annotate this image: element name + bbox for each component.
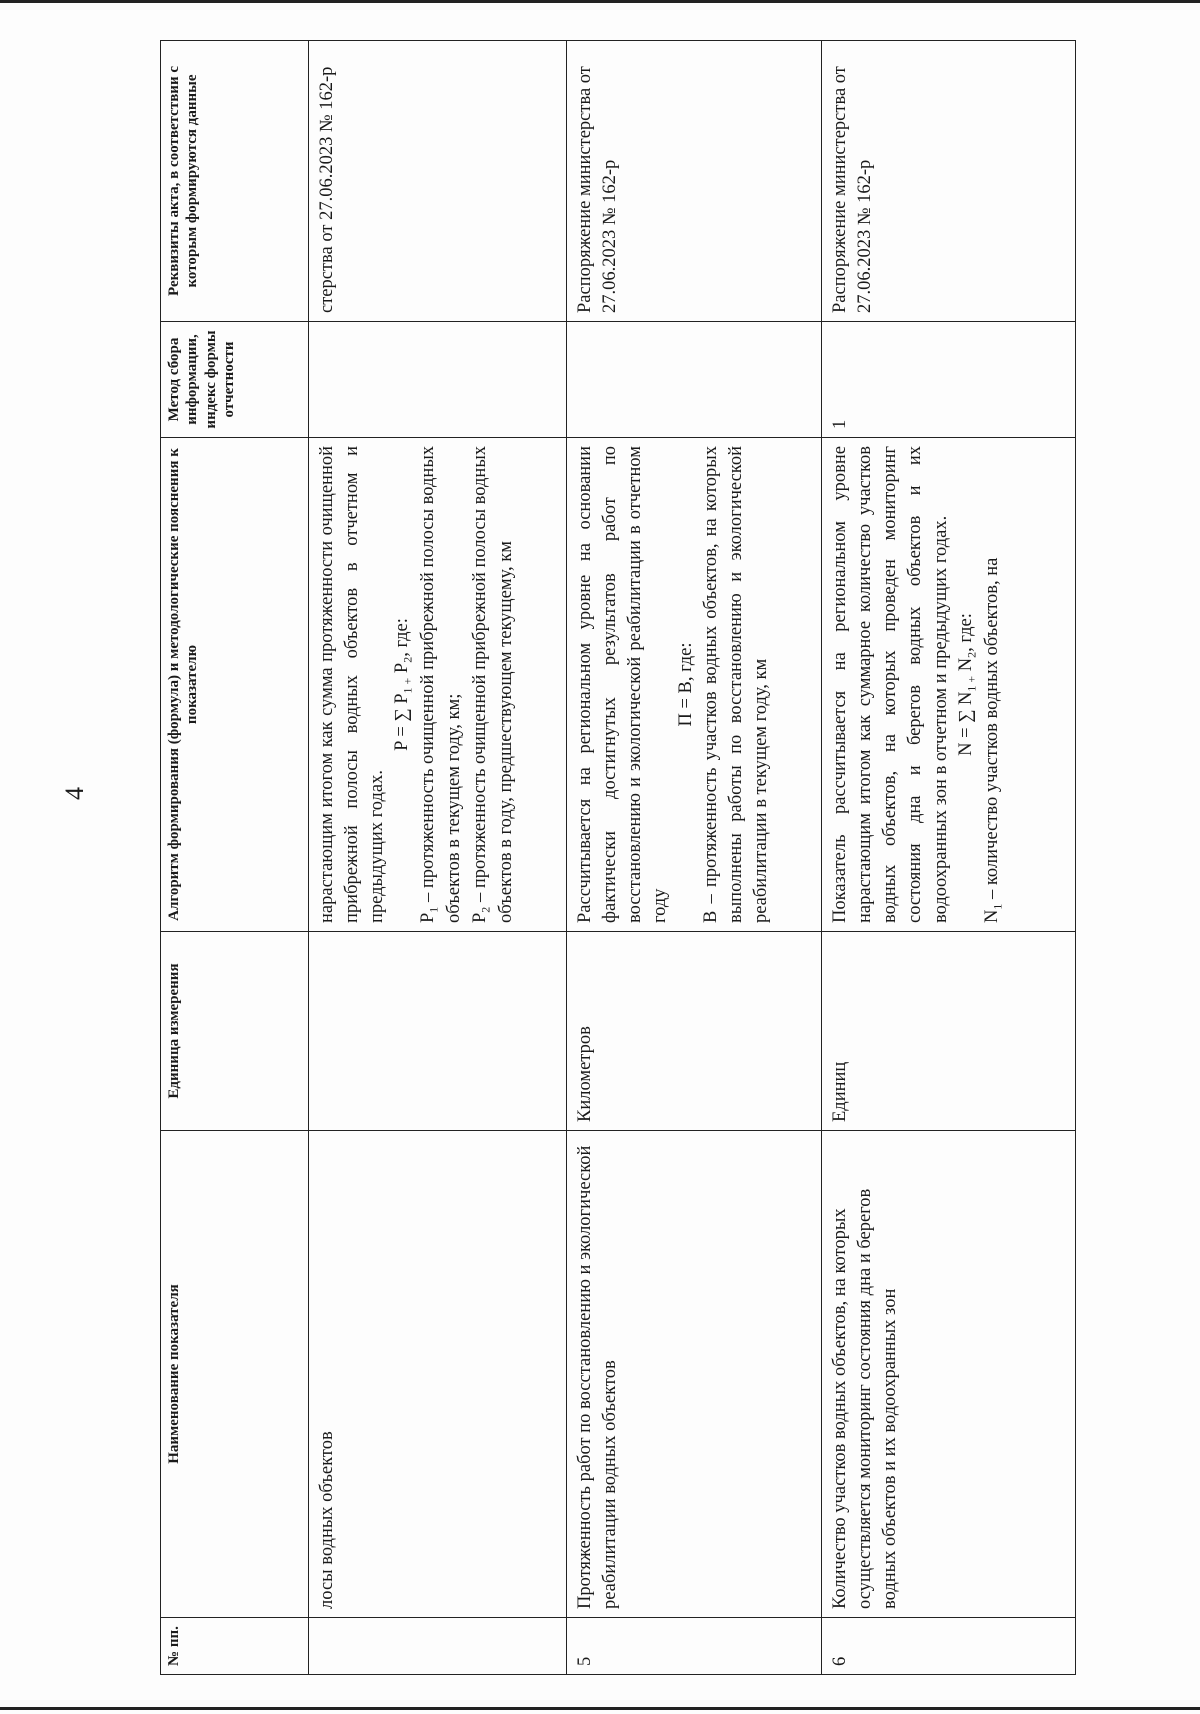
algorithm-text: Показатель рассчитывается на региональном уровне нарастающим итогом как суммарное количество участков водных объектов, на которых проведен мониторинг состояния дна и берегов водных объектов и их водоохранных зон в отчетном и предыдущих годах.	[830, 446, 951, 923]
cell-number: 5	[567, 1618, 822, 1675]
cell-unit	[309, 932, 567, 1131]
cell-algorithm	[309, 438, 567, 932]
algorithm-term: $P_1$ – протяженность очищенной прибрежной полосы водных объектов в текущем году, км;	[418, 445, 465, 923]
cell-unit: Единиц	[822, 932, 1076, 1131]
algorithm-text: Рассчитывается на региональном уровне на основании фактически достигнутых результатов работ по восстановлению и экологической реабилитации в отчетном году	[575, 446, 671, 923]
algorithm-text: нарастающим итогом как сумма протяженности очищенной прибрежной полосы водных объектов в отчетном и предыдущих годах.	[317, 446, 388, 923]
algorithm-term-text: – протяженность очищенной прибрежной полосы водных объектов в году, предшествующем текущему, км	[469, 445, 516, 923]
algorithm-term-text: – количество участков водных объектов, на	[981, 557, 1002, 899]
cell-number	[309, 1618, 567, 1675]
cell-number: 6	[822, 1618, 1076, 1675]
cell-act-details: Распоряжение министерства от 27.06.2023 № 162-р	[822, 41, 1076, 322]
header-act-details: Реквизиты акта, в соответствии с которым формируются данные	[161, 41, 309, 322]
table-row	[309, 41, 567, 1675]
algorithm-term: $N_1$ – количество участков водных объектов, на	[981, 557, 1005, 923]
algorithm-term-text: – протяженность очищенной прибрежной полосы водных объектов в текущем году, км;	[418, 445, 465, 923]
cell-unit: Километров	[567, 932, 822, 1131]
algorithm-formula: P = ∑ $P_{1 +}$ $P_2$, где:	[392, 618, 416, 751]
cell-algorithm	[567, 438, 822, 932]
cell-method: 1	[822, 322, 1076, 438]
cell-indicator-name: Протяженность работ по восстановлению и экологической реабилитации водных объектов	[567, 1131, 822, 1618]
cell-act-details: Распоряжение министерства от 27.06.2023 № 162-р	[567, 41, 822, 322]
bottom-scan-border	[0, 1707, 1200, 1710]
header-indicator-name: Наименование показателя	[161, 1131, 309, 1618]
algorithm-formula: N = ∑ $N_{1 +}$ $N_2$, где:	[955, 613, 979, 756]
table-row	[567, 41, 822, 1675]
algorithm-formula: П = В, где:	[675, 642, 696, 727]
cell-method	[309, 322, 567, 438]
cell-indicator-name: лосы водных объектов	[309, 1131, 567, 1618]
cell-method	[567, 322, 822, 438]
cell-act-details: стерства от 27.06.2023 № 162-р	[309, 41, 567, 322]
header-method: Метод сбора информации, индекс формы отчетности	[161, 322, 309, 438]
algorithm-term: $P_2$ – протяженность очищенной прибрежной полосы водных объектов в году, предшествующем текущему, км	[469, 445, 516, 923]
header-number: № пп.	[161, 1618, 309, 1675]
cell-algorithm	[822, 438, 1076, 932]
page-number: 4	[60, 787, 89, 800]
table-header-row	[161, 41, 309, 1675]
header-algorithm: Алгоритм формирования (формула) и методологические пояснения к показателю	[161, 438, 309, 932]
rotated-table-wrapper	[160, 66, 1075, 1675]
header-unit: Единица измерения	[161, 932, 309, 1131]
table-row	[822, 41, 1076, 1675]
indicators-table	[160, 40, 1076, 1675]
top-scan-border	[0, 0, 1200, 3]
cell-indicator-name: Количество участков водных объектов, на которых осуществляется мониторинг состояния дна и берегов водных объектов и их водоохранных зон	[822, 1131, 1076, 1618]
algorithm-term: В – протяженность участков водных объектов, на которых выполнены работы по восстановлению и экологической реабилитации в текущем году, км	[700, 446, 772, 923]
